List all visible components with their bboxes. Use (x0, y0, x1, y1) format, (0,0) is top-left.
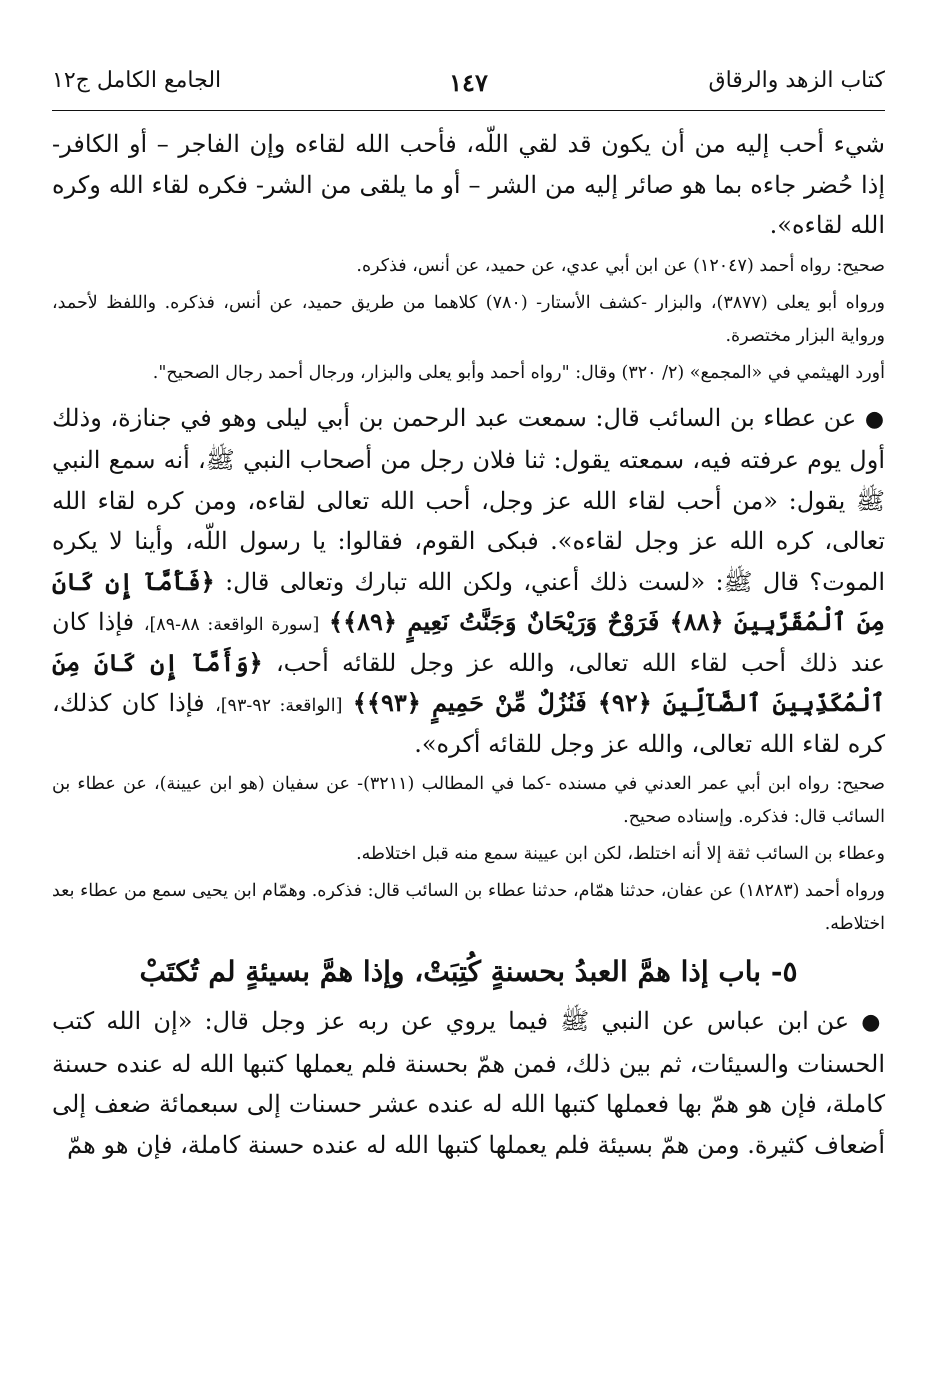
bullet-icon: ● (864, 406, 885, 432)
page-number: ١٤٧ (449, 68, 488, 97)
paragraph-continued: شيء أحب إليه من أن يكون قد لقي اللّه، فأحب الله لقاءه وإن الفاجر – أو الكافر- إذا حُضر جاءه بما هو صائر إليه من الشر – أو ما يلقى من الشر- فكره لقاء الله وكره الله لقاءه». (52, 130, 885, 239)
quran-verse-88-89: ﴿فَأَمَّآ إِن كَانَ مِنَ ٱلْمُقَرَّبِينَ ﴿٨٨﴾ فَرَوْحٌ وَرَيْحَانٌ وَجَنَّتُ نَعِيمٍ ﴿٨٩﴾﴾ (52, 566, 885, 636)
note-ibn-abi-umar: صحيح: رواه ابن أبي عمر العدني في مسنده -كما في المطالب (٣٢١١)- عن سفيان (هو ابن عيينة)، عن عطاء بن السائب قال: فذكره. وإسناده صحيح. (52, 774, 885, 827)
chapter-heading: ٥- باب إذا همَّ العبدُ بحسنةٍ كُتِبَتْ، وإذا همَّ بسيئةٍ لم تُكتَبْ (139, 955, 798, 988)
hadith-ata (52, 398, 885, 765)
page-header (52, 68, 885, 108)
hadith-ata-text-3: فإذا كان كذلك، كره لقاء الله تعالى، والله عز وجل للقائه أكره». (52, 689, 885, 758)
surah-ref-2: [الواقعة: ٩٢-٩٣]، (215, 696, 343, 716)
note-abu-yala: ورواه أبو يعلى (٣٨٧٧)، والبزار -كشف الأستار- (٧٨٠) كلاهما من طريق حميد، عن أنس، فذكره. واللفظ لأحمد، ورواية البزار مختصرة. (52, 292, 885, 346)
hadith-ata-text-2: فإذا كان عند ذلك أحب لقاء الله تعالى، والله عز وجل للقائه أحب، (52, 608, 885, 677)
header-divider (52, 110, 885, 111)
hadith-ibn-abbas (52, 1001, 885, 1165)
book-title: كتاب الزهد والرقاق (708, 68, 885, 93)
note-ahmad-affan: ورواه أحمد (١٨٢٨٣) عن عفان، حدثنا همّام، حدثنا عطاء بن السائب قال: فذكره. وهمّام ابن يحيى سمع من عطاء بعد اختلاطه. (52, 881, 886, 934)
quran-verse-92-93: ﴿وَأَمَّآ إِن كَانَ مِنَ ٱلْمُكَذِّبِينَ ٱلضَّآلِّينَ ﴿٩٢﴾ فَنُزُلٌ مِّنْ حَمِيمٍ ﴿٩٣﴾﴾ (52, 647, 885, 717)
surah-ref-1: [سورة الواقعة: ٨٨-٨٩]، (143, 615, 320, 635)
hadith-ibn-abbas-text: عن ابن عباس عن النبي ﷺ فيما يروي عن ربه عز وجل قال: «إن الله كتب الحسنات والسيئات، ثم بين ذلك، فمن همّ بحسنة فلم يعملها كتبها الله له عنده حسنة كاملة، فإن هو همّ بها فعملها كتبها الله له عنده عشر حسنات إلى سبعمائة ضعف إلى أضعاف كثيرة. ومن همّ بسيئة فلم يعملها كتبها الله له عنده حسنة كاملة، فإن هو همّ (52, 1007, 885, 1159)
note-sahih-ahmad: صحيح: رواه أحمد (١٢٠٤٧) عن ابن أبي عدي، عن حميد، عن أنس، فذكره. (356, 255, 885, 276)
bullet-icon: ● (861, 1010, 885, 1035)
note-haythami: أورد الهيثمي في «المجمع» (٢/ ٣٢٠) وقال: "رواه أحمد وأبو يعلى والبزار، ورجال أحمد رجال الصحيح". (152, 362, 885, 383)
note-ata-ikhtilat: وعطاء بن السائب ثقة إلا أنه اختلط، لكن ابن عيينة سمع منه قبل اختلاطه. (356, 844, 885, 864)
hadith-ata-text: عن عطاء بن السائب قال: سمعت عبد الرحمن بن أبي ليلى وهو في جنازة، وذلك أول يوم عرفته فيه، سمعته يقول: ثنا فلان رجل من أصحاب النبي ﷺ، أنه سمع النبي ﷺ يقول: «من أحب لقاء الله عز وجل، أحب الله تعالى لقاءه، ومن كره لقاء الله تعالى، كره الله عز وجل لقاءه». فبكى القوم، فقالوا: يا رسول اللّه، وأينا لا يكره الموت؟ قال ﷺ: «لست ذلك أعني، ولكن الله تبارك وتعالى قال: (52, 403, 885, 596)
page-body (52, 124, 885, 1165)
volume-title: الجامع الكامل ج١٢ (52, 68, 222, 93)
